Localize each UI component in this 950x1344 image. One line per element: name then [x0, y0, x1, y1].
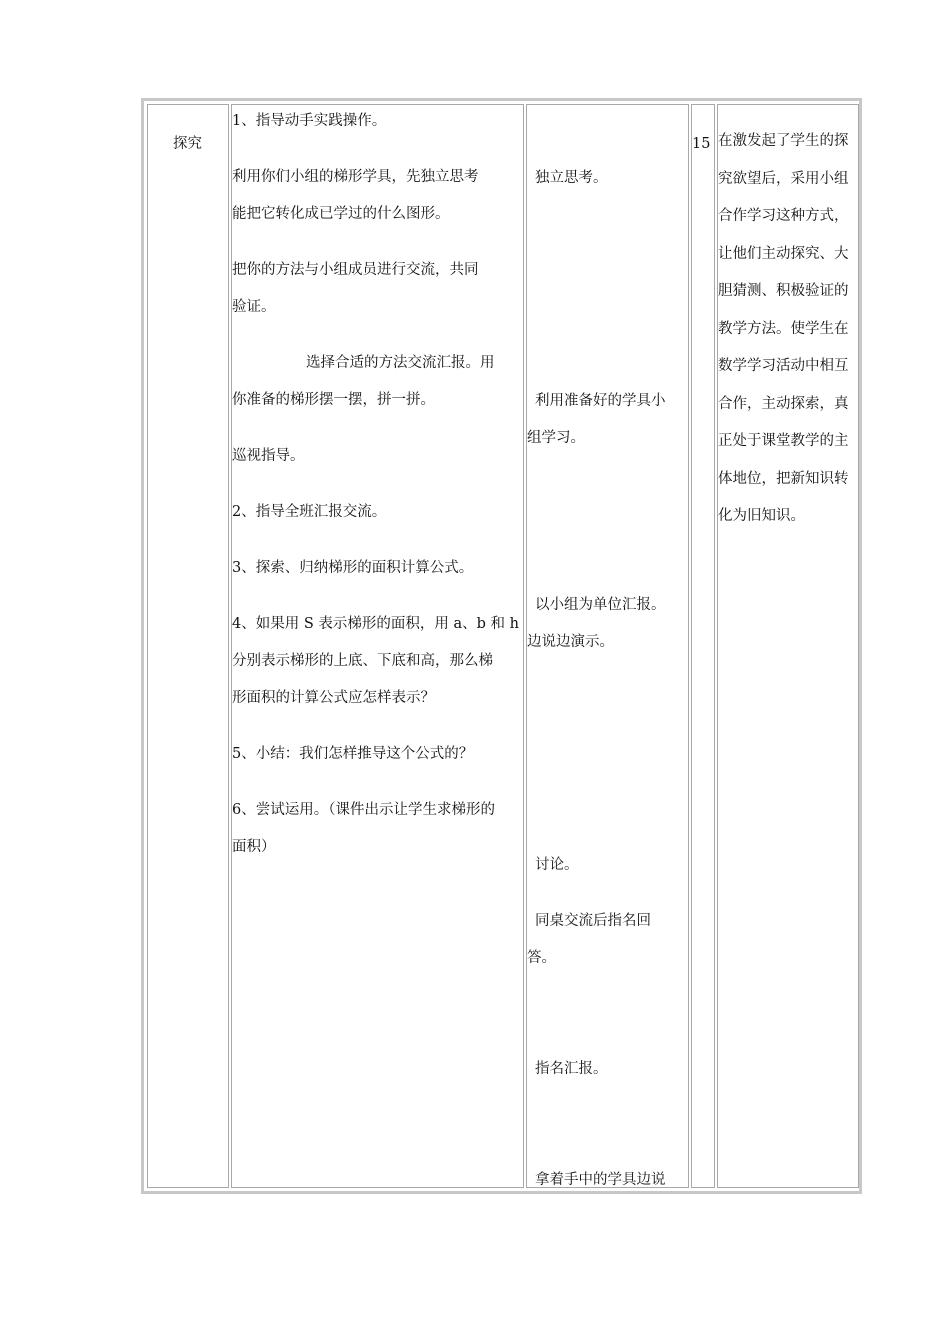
student-activity: 指名汇报。 — [535, 1061, 608, 1077]
time-minutes: 15 — [692, 136, 711, 152]
teacher-step: 选择合适的方法交流汇报。用 — [306, 355, 495, 371]
teacher-activity-cell — [231, 104, 524, 1188]
teacher-step: 面积） — [232, 839, 276, 855]
time-cell — [691, 104, 715, 1188]
stage-cell — [147, 104, 229, 1188]
lesson-plan-table — [141, 98, 862, 1194]
design-intent-text: 在激发起了学生的探究欲望后，采用小组合作学习这种方式，让他们主动探究、大胆猜测、积极验证的教学方法。使学生在数学学习活动中相互合作，主动探索，真正处于课堂教学的主体地位，把新知识转化为旧知识。 — [718, 133, 849, 524]
student-activity: 答。 — [527, 950, 556, 966]
teacher-step: 1、指导动手实践操作。 — [232, 113, 387, 129]
teacher-step: 验证。 — [232, 299, 276, 315]
teacher-step: 巡视指导。 — [232, 448, 305, 464]
teacher-step: 2、指导全班汇报交流。 — [232, 504, 387, 520]
teacher-step: 你准备的梯形摆一摆，拼一拼。 — [232, 392, 435, 408]
teacher-step: 利用你们小组的梯形学具，先独立思考 — [232, 169, 479, 185]
teacher-step: 能把它转化成已学过的什么图形。 — [232, 206, 450, 222]
student-activity: 同桌交流后指名回 — [535, 913, 651, 929]
student-activity: 组学习。 — [527, 430, 585, 446]
student-activity: 边说边演示。 — [527, 634, 614, 650]
teacher-step: 5、小结：我们怎样推导这个公式的？ — [232, 746, 474, 762]
student-activity: 利用准备好的学具小 — [535, 393, 666, 409]
student-activity: 以小组为单位汇报。 — [535, 597, 666, 613]
teacher-step: 把你的方法与小组成员进行交流，共同 — [232, 262, 479, 278]
teacher-step: 6、尝试运用。（课件出示让学生求梯形的 — [232, 802, 495, 818]
student-activity: 拿着手中的学具边说 — [535, 1172, 666, 1188]
teacher-step: 4、如果用 S 表示梯形的面积，用 a、b 和 h — [232, 616, 519, 632]
teacher-step: 3、探索、归纳梯形的面积计算公式。 — [232, 560, 474, 576]
teacher-step: 分别表示梯形的上底、下底和高，那么梯 — [232, 653, 493, 669]
stage-label: 探究 — [173, 136, 202, 152]
design-intent-cell — [717, 104, 859, 1188]
student-activity-cell — [526, 104, 689, 1188]
student-activity: 讨论。 — [535, 857, 579, 873]
student-activity: 独立思考。 — [535, 170, 608, 186]
teacher-step: 形面积的计算公式应怎样表示？ — [232, 690, 435, 706]
